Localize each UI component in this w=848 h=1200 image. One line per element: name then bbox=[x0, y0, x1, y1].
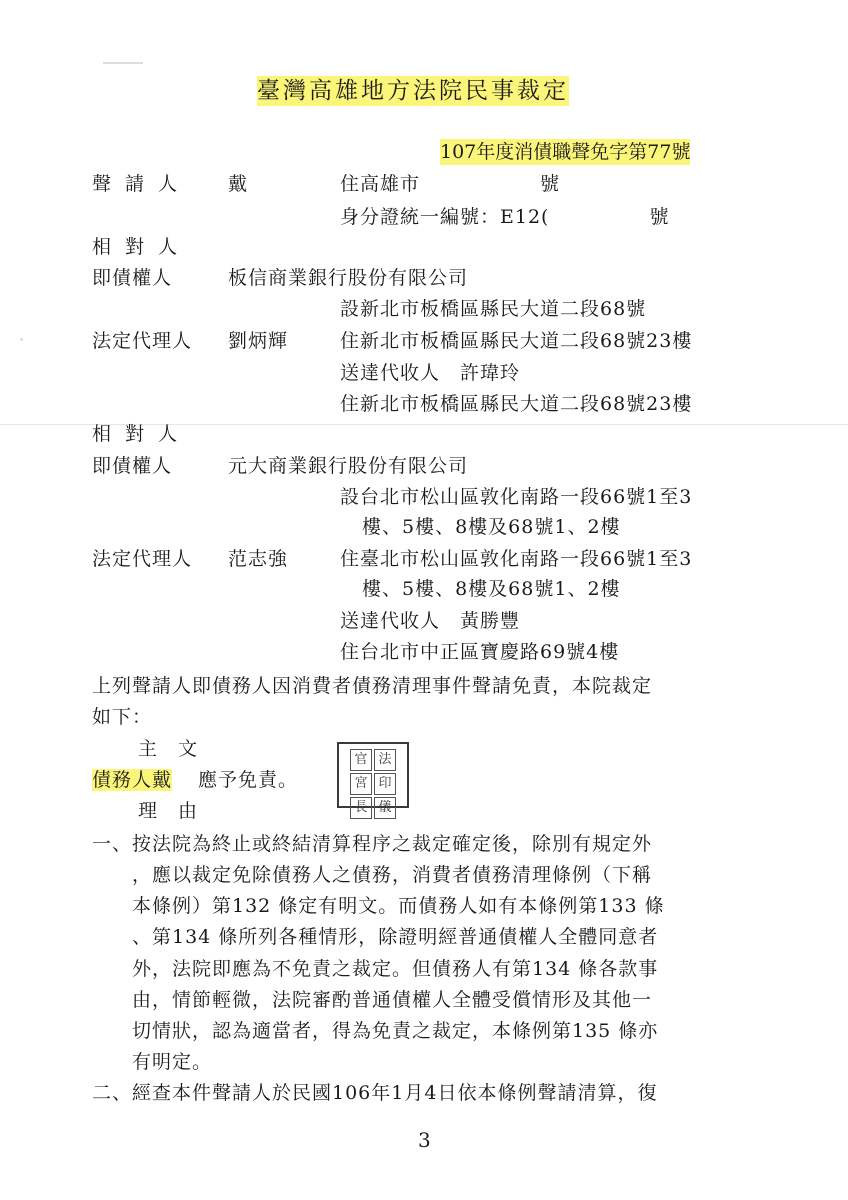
applicant-name: 戴 bbox=[228, 173, 249, 195]
seal-char: 印 bbox=[374, 773, 396, 795]
opponent2-agent: 送達代收人 黃勝豐 bbox=[340, 610, 521, 632]
ruling-highlight: 債務人戴 bbox=[92, 769, 173, 791]
reason-line: 有明定。 bbox=[92, 1051, 213, 1073]
opponent1-name: 板信商業銀行股份有限公司 bbox=[228, 267, 469, 289]
opponent2-role: 即債權人 bbox=[92, 455, 173, 477]
main-heading: 主 文 bbox=[138, 738, 199, 760]
seal-char: 儀 bbox=[374, 797, 396, 819]
opponent2-address-1: 設台北市松山區敦化南路一段66號1至3 bbox=[340, 486, 693, 508]
ruling-line bbox=[92, 766, 298, 794]
opponent2-rep-address-2: 樓、5樓、8樓及68號1、2樓 bbox=[362, 578, 621, 600]
opponent1-rep-name: 劉炳輝 bbox=[228, 330, 289, 352]
applicant-label: 聲請人 bbox=[92, 173, 192, 195]
opponent1-address: 設新北市板橋區縣民大道二段68號 bbox=[340, 298, 647, 320]
reason-line: ，應以裁定免除債務人之債務，消費者債務清理條例（下稱 bbox=[92, 864, 653, 886]
reason-line: 由，情節輕微，法院審酌普通債權人全體受償情形及其他一 bbox=[92, 989, 653, 1011]
seal-char: 宮 bbox=[350, 773, 372, 795]
document-title: 臺灣高雄地方法院民事裁定 bbox=[257, 78, 569, 104]
reason-line: 、第134 條所列各種情形，除證明經普通債權人全體同意者 bbox=[92, 926, 659, 948]
reason-line: 二、經查本件聲請人於民國106年1月4日依本條例聲請清算，復 bbox=[92, 1082, 658, 1104]
seal-char: 法 bbox=[374, 749, 396, 771]
page-number: 3 bbox=[418, 1128, 431, 1152]
opponent2-agent-address: 住台北市中正區寶慶路69號4樓 bbox=[340, 641, 620, 663]
reason-line: 一、按法院為終止或終結清算程序之裁定確定後，除別有規定外 bbox=[92, 833, 653, 855]
case-number: 107年度消債職聲免字第77號 bbox=[440, 141, 691, 163]
seal-char: 官 bbox=[350, 749, 372, 771]
opponent2-label: 相對人 bbox=[92, 423, 192, 445]
applicant-address: 住高雄市 號 bbox=[340, 173, 561, 195]
seal-char: 長 bbox=[350, 797, 372, 819]
opponent1-agent: 送達代收人 許瑋玲 bbox=[340, 362, 521, 384]
opponent2-name: 元大商業銀行股份有限公司 bbox=[228, 455, 469, 477]
scan-dot bbox=[20, 338, 23, 341]
opponent1-rep-address: 住新北市板橋區縣民大道二段68號23樓 bbox=[340, 330, 693, 352]
reason-line: 外，法院即應為不免責之裁定。但債務人有第134 條各款事 bbox=[92, 958, 659, 980]
intro-line-1: 上列聲請人即債務人因消費者債務清理事件聲請免責，本院裁定 bbox=[92, 675, 653, 697]
opponent2-address-2: 樓、5樓、8樓及68號1、2樓 bbox=[362, 516, 621, 538]
opponent2-rep-name: 范志強 bbox=[228, 548, 289, 570]
opponent1-rep-label: 法定代理人 bbox=[92, 330, 193, 352]
ruling-rest: 應予免責。 bbox=[198, 769, 299, 791]
applicant-id: 身分證統一編號：E12( 號 bbox=[340, 206, 670, 228]
opponent1-agent-address: 住新北市板橋區縣民大道二段68號23樓 bbox=[340, 393, 693, 415]
intro-line-2: 如下： bbox=[92, 706, 153, 728]
court-seal bbox=[337, 742, 409, 815]
reasons-heading: 理 由 bbox=[138, 800, 199, 822]
opponent1-label: 相對人 bbox=[92, 236, 192, 258]
opponent2-rep-label: 法定代理人 bbox=[92, 548, 193, 570]
reason-line: 切情狀，認為適當者，得為免責之裁定，本條例第135 條亦 bbox=[92, 1020, 659, 1042]
opponent1-role: 即債權人 bbox=[92, 267, 173, 289]
opponent2-rep-address-1: 住臺北市松山區敦化南路一段66號1至3 bbox=[340, 548, 693, 570]
scan-mark bbox=[103, 62, 143, 64]
reason-line: 本條例）第132 條定有明文。而債務人如有本條例第133 條 bbox=[92, 895, 665, 917]
